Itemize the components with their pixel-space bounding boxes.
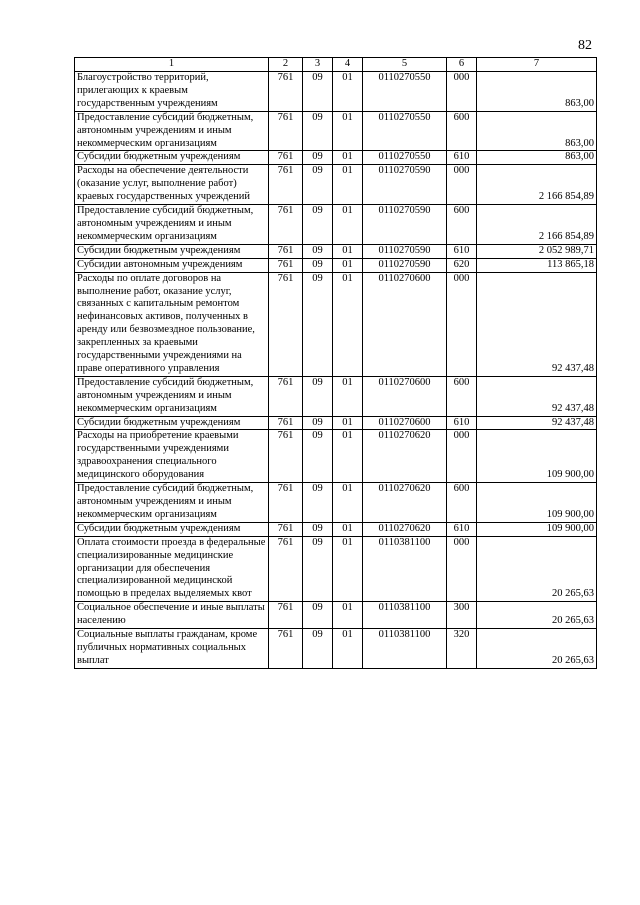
cell-code-admin: 761: [269, 111, 303, 151]
column-header: 7: [477, 58, 597, 72]
cell-target-article: 0110270550: [363, 111, 447, 151]
cell-expense-type: 600: [447, 483, 477, 523]
cell-subsection: 01: [333, 151, 363, 165]
cell-amount: 92 437,48: [477, 272, 597, 376]
cell-code-admin: 761: [269, 244, 303, 258]
cell-subsection: 01: [333, 522, 363, 536]
table-row: [75, 602, 597, 629]
cell-subsection: 01: [333, 430, 363, 483]
cell-code-admin: 761: [269, 165, 303, 205]
cell-expense-type: 610: [447, 416, 477, 430]
cell-code-admin: 761: [269, 483, 303, 523]
cell-code-admin: 761: [269, 522, 303, 536]
column-header: 3: [303, 58, 333, 72]
table-row: [75, 483, 597, 523]
cell-target-article: 0110381100: [363, 536, 447, 602]
cell-section: 09: [303, 602, 333, 629]
cell-name: Предоставление субсидий бюджетным, автономным учреждениям и иным некоммерческим организациям: [75, 483, 269, 523]
column-header: 6: [447, 58, 477, 72]
cell-target-article: 0110270550: [363, 72, 447, 112]
table-row: [75, 205, 597, 245]
cell-amount: 109 900,00: [477, 483, 597, 523]
cell-subsection: 01: [333, 629, 363, 669]
cell-name: Оплата стоимости проезда в федеральные специализированные медицинские организации для обеспечения специализированной медицинской помощью в пределах выделяемых квот: [75, 536, 269, 602]
cell-amount: 20 265,63: [477, 536, 597, 602]
cell-section: 09: [303, 151, 333, 165]
column-header: 1: [75, 58, 269, 72]
cell-amount: 20 265,63: [477, 602, 597, 629]
cell-amount: 863,00: [477, 151, 597, 165]
cell-expense-type: 610: [447, 151, 477, 165]
table-row: [75, 165, 597, 205]
cell-name: Субсидии бюджетным учреждениям: [75, 522, 269, 536]
cell-subsection: 01: [333, 258, 363, 272]
table-row: [75, 629, 597, 669]
cell-name: Благоустройство территорий, прилегающих к краевым государственным учреждениям: [75, 72, 269, 112]
cell-target-article: 0110270600: [363, 416, 447, 430]
cell-name: Субсидии автономным учреждениям: [75, 258, 269, 272]
cell-code-admin: 761: [269, 72, 303, 112]
cell-name: Предоставление субсидий бюджетным, автономным учреждениям и иным некоммерческим организациям: [75, 376, 269, 416]
budget-table: [74, 57, 597, 669]
header-row: [75, 58, 597, 72]
cell-target-article: 0110381100: [363, 629, 447, 669]
cell-subsection: 01: [333, 244, 363, 258]
cell-subsection: 01: [333, 536, 363, 602]
cell-code-admin: 761: [269, 602, 303, 629]
cell-code-admin: 761: [269, 536, 303, 602]
cell-name: Расходы на обеспечение деятельности (оказание услуг, выполнение работ) краевых государственных учреждений: [75, 165, 269, 205]
cell-target-article: 0110270620: [363, 483, 447, 523]
cell-expense-type: 000: [447, 72, 477, 112]
cell-expense-type: 610: [447, 522, 477, 536]
cell-subsection: 01: [333, 602, 363, 629]
cell-subsection: 01: [333, 483, 363, 523]
cell-subsection: 01: [333, 205, 363, 245]
cell-amount: 863,00: [477, 111, 597, 151]
cell-section: 09: [303, 111, 333, 151]
table-row: [75, 430, 597, 483]
table-row: [75, 111, 597, 151]
cell-section: 09: [303, 430, 333, 483]
cell-subsection: 01: [333, 272, 363, 376]
cell-amount: 109 900,00: [477, 522, 597, 536]
cell-code-admin: 761: [269, 629, 303, 669]
cell-subsection: 01: [333, 111, 363, 151]
cell-expense-type: 000: [447, 430, 477, 483]
cell-amount: 109 900,00: [477, 430, 597, 483]
cell-expense-type: 320: [447, 629, 477, 669]
cell-name: Субсидии бюджетным учреждениям: [75, 416, 269, 430]
cell-expense-type: 300: [447, 602, 477, 629]
cell-target-article: 0110270590: [363, 258, 447, 272]
cell-name: Предоставление субсидий бюджетным, автономным учреждениям и иным некоммерческим организациям: [75, 205, 269, 245]
cell-section: 09: [303, 522, 333, 536]
cell-expense-type: 620: [447, 258, 477, 272]
cell-section: 09: [303, 258, 333, 272]
cell-subsection: 01: [333, 416, 363, 430]
table-row: [75, 376, 597, 416]
cell-section: 09: [303, 376, 333, 416]
cell-target-article: 0110270620: [363, 430, 447, 483]
cell-code-admin: 761: [269, 205, 303, 245]
cell-section: 09: [303, 272, 333, 376]
cell-name: Расходы на приобретение краевыми государственными учреждениями здравоохранения специального медицинского оборудования: [75, 430, 269, 483]
cell-name: Расходы по оплате договоров на выполнение работ, оказание услуг, связанных с капитальным ремонтом нефинансовых активов, полученных в аренду или безвозмездное пользование, закрепленных за краевыми государственными учреждениями на праве оперативного управления: [75, 272, 269, 376]
table-row: [75, 258, 597, 272]
cell-expense-type: 610: [447, 244, 477, 258]
cell-target-article: 0110270590: [363, 244, 447, 258]
column-header: 5: [363, 58, 447, 72]
table-row: [75, 416, 597, 430]
cell-name: Субсидии бюджетным учреждениям: [75, 151, 269, 165]
cell-amount: 92 437,48: [477, 416, 597, 430]
table-row: [75, 536, 597, 602]
cell-target-article: 0110270590: [363, 205, 447, 245]
cell-code-admin: 761: [269, 151, 303, 165]
cell-section: 09: [303, 72, 333, 112]
cell-target-article: 0110270620: [363, 522, 447, 536]
cell-subsection: 01: [333, 165, 363, 205]
cell-amount: 20 265,63: [477, 629, 597, 669]
table-row: [75, 72, 597, 112]
cell-name: Социальные выплаты гражданам, кроме публичных нормативных социальных выплат: [75, 629, 269, 669]
cell-section: 09: [303, 165, 333, 205]
table-row: [75, 522, 597, 536]
cell-amount: 2 166 854,89: [477, 165, 597, 205]
cell-target-article: 0110270600: [363, 272, 447, 376]
cell-name: Субсидии бюджетным учреждениям: [75, 244, 269, 258]
cell-subsection: 01: [333, 72, 363, 112]
cell-code-admin: 761: [269, 430, 303, 483]
cell-section: 09: [303, 244, 333, 258]
cell-amount: 863,00: [477, 72, 597, 112]
cell-amount: 2 052 989,71: [477, 244, 597, 258]
cell-subsection: 01: [333, 376, 363, 416]
table-row: [75, 272, 597, 376]
cell-name: Социальное обеспечение и иные выплаты населению: [75, 602, 269, 629]
cell-amount: 113 865,18: [477, 258, 597, 272]
cell-section: 09: [303, 416, 333, 430]
cell-target-article: 0110381100: [363, 602, 447, 629]
cell-code-admin: 761: [269, 416, 303, 430]
cell-code-admin: 761: [269, 376, 303, 416]
cell-code-admin: 761: [269, 272, 303, 376]
cell-target-article: 0110270590: [363, 165, 447, 205]
column-header: 2: [269, 58, 303, 72]
page-number: 82: [578, 38, 592, 53]
cell-expense-type: 600: [447, 376, 477, 416]
cell-expense-type: 000: [447, 536, 477, 602]
cell-section: 09: [303, 536, 333, 602]
cell-code-admin: 761: [269, 258, 303, 272]
cell-section: 09: [303, 629, 333, 669]
cell-target-article: 0110270550: [363, 151, 447, 165]
table-row: [75, 244, 597, 258]
cell-amount: 92 437,48: [477, 376, 597, 416]
column-header: 4: [333, 58, 363, 72]
cell-expense-type: 600: [447, 111, 477, 151]
cell-expense-type: 000: [447, 272, 477, 376]
cell-section: 09: [303, 483, 333, 523]
cell-name: Предоставление субсидий бюджетным, автономным учреждениям и иным некоммерческим организациям: [75, 111, 269, 151]
cell-expense-type: 600: [447, 205, 477, 245]
cell-target-article: 0110270600: [363, 376, 447, 416]
cell-expense-type: 000: [447, 165, 477, 205]
cell-amount: 2 166 854,89: [477, 205, 597, 245]
table-row: [75, 151, 597, 165]
cell-section: 09: [303, 205, 333, 245]
